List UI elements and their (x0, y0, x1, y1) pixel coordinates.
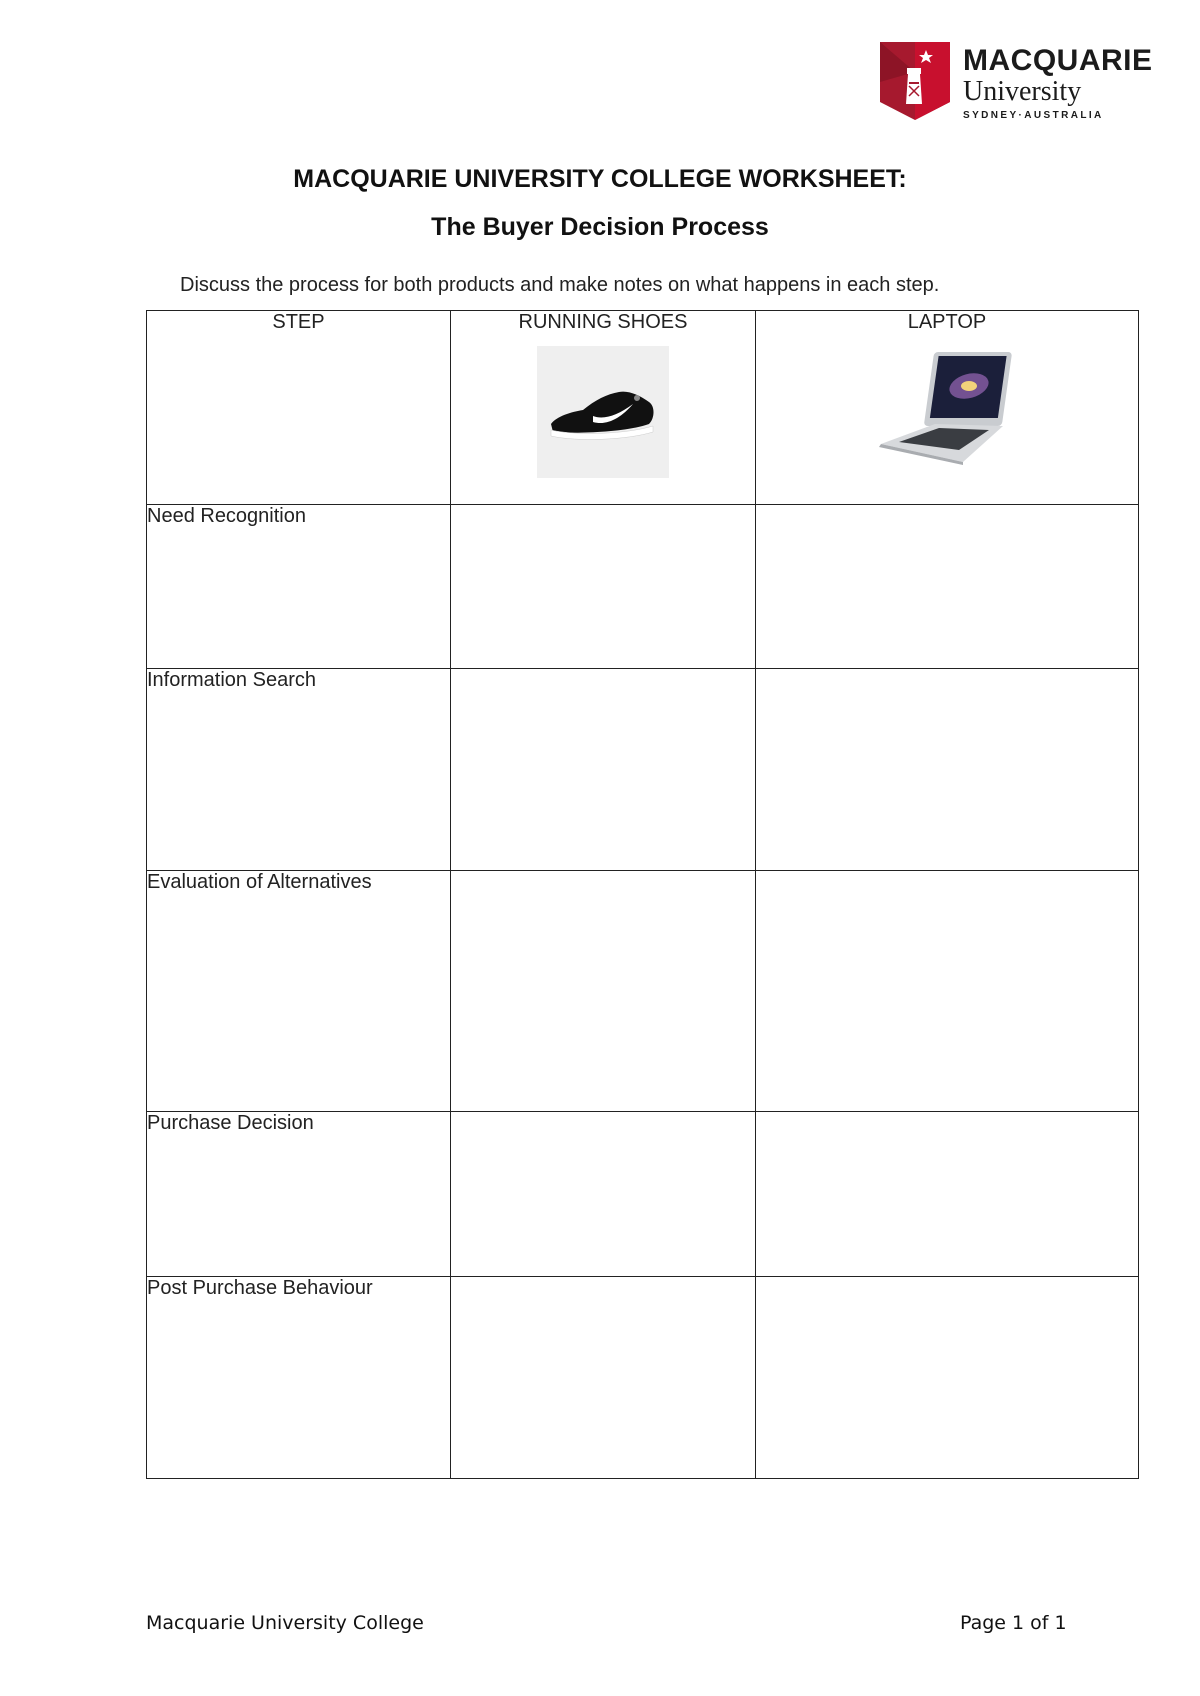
header-laptop-label: LAPTOP (907, 311, 987, 333)
logo-location: SYDNEY·AUSTRALIA (963, 110, 1104, 121)
notes-cell-running-shoes[interactable] (451, 505, 756, 669)
header-laptop (756, 311, 1139, 505)
notes-cell-running-shoes[interactable] (451, 1277, 756, 1479)
notes-cell-laptop[interactable] (756, 1112, 1139, 1277)
worksheet-title: MACQUARIE UNIVERSITY COLLEGE WORKSHEET: (293, 165, 907, 193)
step-evaluation-of-alternatives: Evaluation of Alternatives (147, 871, 451, 1112)
header-step (147, 311, 451, 505)
table-row (147, 669, 1139, 871)
university-logo (880, 42, 1153, 122)
header-row (147, 311, 1139, 505)
step-information-search: Information Search (147, 669, 451, 871)
header-running-shoes (451, 311, 756, 505)
page-separator: of (1024, 1612, 1055, 1634)
footer-college-name: Macquarie University College (146, 1612, 424, 1634)
step-purchase-decision: Purchase Decision (147, 1112, 451, 1277)
page-current: 1 (1012, 1612, 1025, 1634)
page-total: 1 (1054, 1612, 1067, 1634)
step-need-recognition: Need Recognition (147, 505, 451, 669)
notes-cell-running-shoes[interactable] (451, 669, 756, 871)
header-running-shoes-label: RUNNING SHOES (518, 311, 688, 333)
notes-cell-laptop[interactable] (756, 871, 1139, 1112)
worksheet-subtitle: The Buyer Decision Process (431, 213, 769, 241)
table-row (147, 505, 1139, 669)
table-row (147, 1112, 1139, 1277)
worksheet-table (146, 310, 1139, 1479)
notes-cell-laptop[interactable] (756, 505, 1139, 669)
running-shoe-image (537, 346, 669, 478)
step-post-purchase-behaviour: Post Purchase Behaviour (147, 1277, 451, 1479)
header-step-label: STEP (272, 311, 325, 333)
notes-cell-laptop[interactable] (756, 669, 1139, 871)
laptop-image (877, 346, 1017, 466)
notes-cell-laptop[interactable] (756, 1277, 1139, 1479)
page-prefix: Page (960, 1612, 1013, 1634)
table-row (147, 871, 1139, 1112)
footer-page-number (960, 1612, 1067, 1634)
logo-subword: University (963, 76, 1082, 107)
logo-wordmark: MACQUARIE (963, 44, 1153, 77)
instructions-text: Discuss the process for both products and make notes on what happens in each step. (180, 274, 940, 296)
notes-cell-running-shoes[interactable] (451, 871, 756, 1112)
table-row (147, 1277, 1139, 1479)
notes-cell-running-shoes[interactable] (451, 1112, 756, 1277)
lighthouse-shield-icon (880, 42, 950, 120)
